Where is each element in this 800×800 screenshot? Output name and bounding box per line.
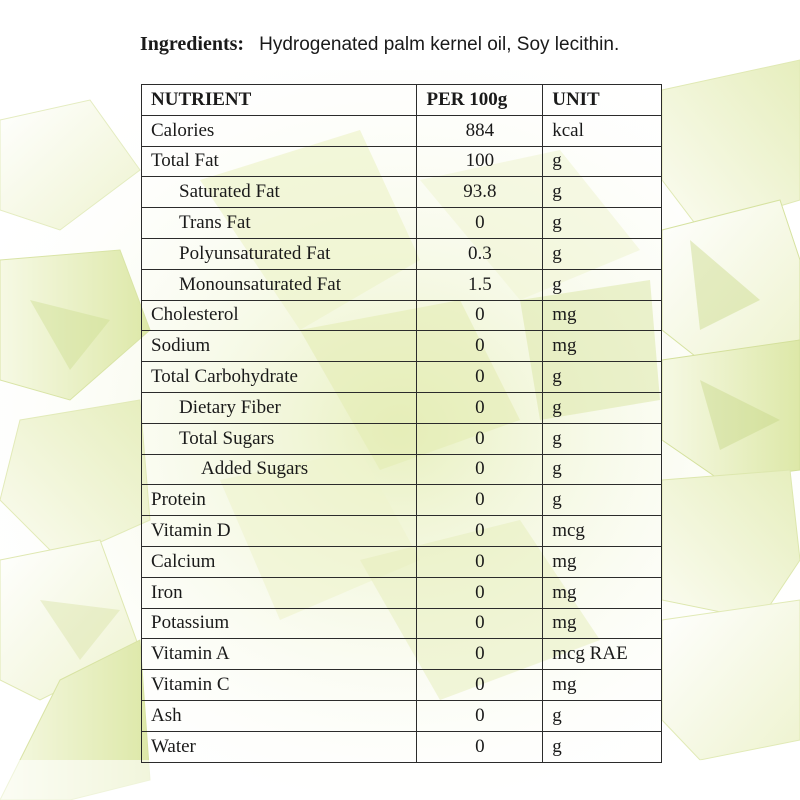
- nutrient-value: 0: [417, 577, 543, 608]
- nutrient-value: 0: [417, 731, 543, 762]
- nutrient-name: Monounsaturated Fat: [142, 269, 417, 300]
- nutrient-name: Trans Fat: [142, 208, 417, 239]
- table-row: [142, 146, 662, 177]
- table-row: [142, 115, 662, 146]
- nutrient-value: 0: [417, 208, 543, 239]
- nutrient-unit: mg: [543, 608, 662, 639]
- ingredients-spacer: [249, 33, 254, 55]
- nutrient-value: 0: [417, 485, 543, 516]
- nutrient-value: 884: [417, 115, 543, 146]
- nutrient-unit: g: [543, 238, 662, 269]
- nutrient-value: 0: [417, 546, 543, 577]
- nutrient-unit: mg: [543, 331, 662, 362]
- table-row: [142, 700, 662, 731]
- table-row: [142, 516, 662, 547]
- nutrient-value: 0: [417, 670, 543, 701]
- table-row: [142, 269, 662, 300]
- table-row: [142, 362, 662, 393]
- nutrient-unit: mcg: [543, 516, 662, 547]
- nutrient-value: 93.8: [417, 177, 543, 208]
- nutrient-unit: g: [543, 731, 662, 762]
- nutrient-name: Total Sugars: [142, 423, 417, 454]
- nutrient-name: Sodium: [142, 331, 417, 362]
- nutrient-unit: mg: [543, 577, 662, 608]
- nutrient-value: 0: [417, 392, 543, 423]
- nutrient-name: Protein: [142, 485, 417, 516]
- nutrient-unit: g: [543, 208, 662, 239]
- ingredients-label: Ingredients:: [140, 33, 245, 55]
- nutrient-name: Vitamin D: [142, 516, 417, 547]
- nutrient-unit: kcal: [543, 115, 662, 146]
- table-row: [142, 392, 662, 423]
- table-row: [142, 238, 662, 269]
- nutrient-value: 100: [417, 146, 543, 177]
- nutrient-value: 0: [417, 362, 543, 393]
- nutrient-unit: g: [543, 362, 662, 393]
- nutrient-unit: mg: [543, 546, 662, 577]
- header-unit: UNIT: [543, 85, 662, 116]
- table-row: [142, 208, 662, 239]
- nutrient-name: Vitamin C: [142, 670, 417, 701]
- nutrient-name: Cholesterol: [142, 300, 417, 331]
- nutrient-name: Calcium: [142, 546, 417, 577]
- nutrient-unit: mcg RAE: [543, 639, 662, 670]
- table-row: [142, 670, 662, 701]
- table-row: [142, 731, 662, 762]
- nutrient-name: Saturated Fat: [142, 177, 417, 208]
- table-row: [142, 331, 662, 362]
- nutrient-unit: g: [543, 454, 662, 485]
- table-row: [142, 485, 662, 516]
- table-row: [142, 608, 662, 639]
- nutrient-name: Added Sugars: [142, 454, 417, 485]
- nutrient-name: Total Carbohydrate: [142, 362, 417, 393]
- nutrient-value: 0: [417, 608, 543, 639]
- nutrient-value: 0: [417, 700, 543, 731]
- nutrient-unit: mg: [543, 300, 662, 331]
- nutrient-name: Polyunsaturated Fat: [142, 238, 417, 269]
- nutrient-unit: g: [543, 392, 662, 423]
- nutrient-unit: g: [543, 423, 662, 454]
- nutrient-name: Vitamin A: [142, 639, 417, 670]
- nutrient-name: Iron: [142, 577, 417, 608]
- table-row: [142, 577, 662, 608]
- nutrient-unit: g: [543, 146, 662, 177]
- nutrient-name: Potassium: [142, 608, 417, 639]
- nutrient-unit: g: [543, 269, 662, 300]
- nutrient-unit: g: [543, 700, 662, 731]
- ingredients-value: Hydrogenated palm kernel oil, Soy lecithin.: [259, 34, 620, 55]
- nutrient-value: 0: [417, 639, 543, 670]
- nutrient-name: Ash: [142, 700, 417, 731]
- nutrient-value: 0: [417, 454, 543, 485]
- nutrient-name: Total Fat: [142, 146, 417, 177]
- header-per-100g: PER 100g: [417, 85, 543, 116]
- table-row: [142, 423, 662, 454]
- table-header-row: [142, 85, 662, 116]
- nutrition-table: [141, 84, 662, 763]
- table-row: [142, 639, 662, 670]
- table-row: [142, 300, 662, 331]
- nutrient-value: 1.5: [417, 269, 543, 300]
- table-row: [142, 177, 662, 208]
- nutrient-name: Water: [142, 731, 417, 762]
- nutrient-value: 0: [417, 300, 543, 331]
- nutrient-value: 0: [417, 516, 543, 547]
- table-row: [142, 454, 662, 485]
- nutrient-value: 0.3: [417, 238, 543, 269]
- ingredients-line: [140, 30, 619, 59]
- nutrient-unit: g: [543, 485, 662, 516]
- table-row: [142, 546, 662, 577]
- nutrient-name: Calories: [142, 115, 417, 146]
- nutrient-unit: g: [543, 177, 662, 208]
- nutrient-value: 0: [417, 331, 543, 362]
- nutrient-value: 0: [417, 423, 543, 454]
- table-body: [142, 115, 662, 762]
- nutrient-name: Dietary Fiber: [142, 392, 417, 423]
- nutrient-unit: mg: [543, 670, 662, 701]
- header-nutrient: NUTRIENT: [142, 85, 417, 116]
